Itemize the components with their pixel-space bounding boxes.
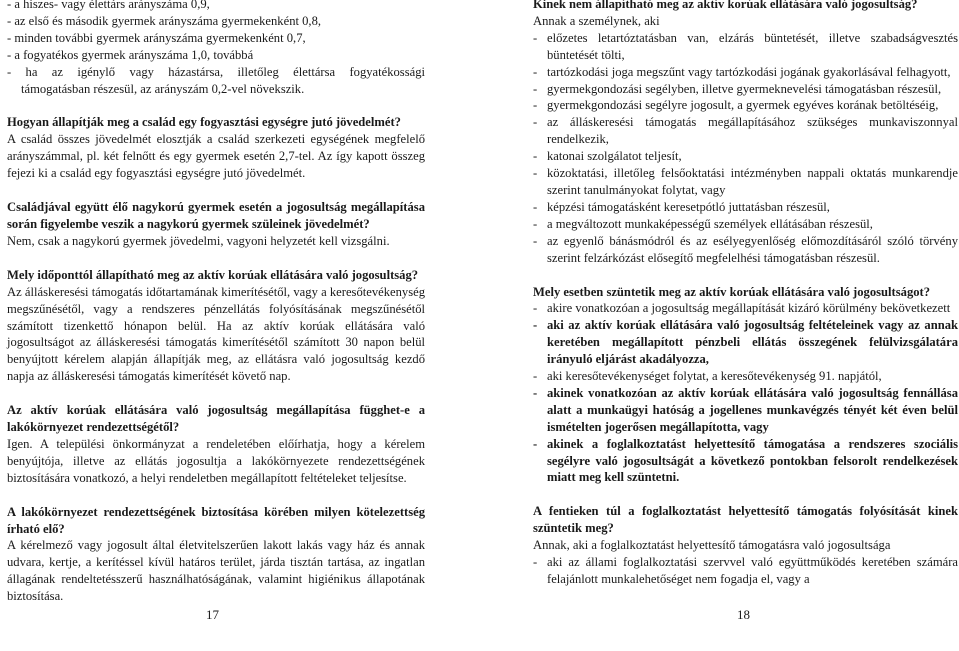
list-item-first-line: a megváltozott munkaképességű személyek ellátásában részesül, [547, 216, 873, 231]
list-item-first-line: akinek a foglalkoztatást helyettesítő támogatása a rendszeres [547, 436, 906, 451]
page-number: 18 [737, 607, 750, 622]
list-dash: - [533, 436, 538, 451]
list-dash: - [533, 216, 538, 231]
answer-text: Igen. A települési önkormányzat a rendeletében előírhatja, hogy a kérelem benyújtója, illetve az ellátás jogosultja a lakókörnyezete rendezettségének biztosítására vonatkozó, a helyi rendeletben megállapított feltételeket teljesítse. [7, 436, 425, 485]
answer-intro: Annak, aki a foglalkoztatást helyettesítő támogatásra való jogosultsága [533, 538, 891, 553]
list-dash: - [533, 115, 538, 130]
list-dash: - [533, 149, 538, 164]
question-title: Hogyan állapítják meg a család egy fogyasztási egységre jutó jövedelmét? [7, 115, 401, 130]
termination-list [533, 300, 958, 486]
list-item-text [547, 30, 958, 64]
list-item-text [547, 165, 958, 199]
list-dash: - [533, 30, 538, 45]
question-title: Családjával együtt élő nagykorú gyermek esetén a jogosultság megállapítása során figyelembe veszik a nagykorú gyermek szüleinek jövedelmét? [7, 200, 425, 231]
list-item-first-line: aki az aktív korúak ellátására való jogosultság feltételeinek vagy az [547, 318, 920, 333]
question-title: Kinek nem állapítható meg az aktív korúak ellátására való jogosultság? [533, 0, 918, 11]
list-item-first-line: képzési támogatásként keresetpótló juttatásban részesül, [547, 199, 830, 214]
list-item-continuation: támogatásban részesül, az arányszám 0,2-vel növekszik. [21, 81, 305, 96]
answer-text: A kérelmező vagy jogosult által életvitelszerűen lakott lakás vagy ház és annak udvara, kertje, a kerítéssel kívül határos terület, járda tisztán tartása, az ingatlan állagának rendeltetésszerű használhatóságának, valamint higiénikus állapotának biztosítása. [7, 538, 425, 604]
list-item-rest: bekövetkezett [880, 301, 951, 316]
right-page [533, 0, 958, 588]
left-page [7, 0, 425, 605]
list-dash: - [533, 555, 538, 570]
list-item [7, 47, 425, 64]
list-item-text [547, 385, 958, 436]
list-item-rest: munkarendje szerint tanulmányokat folytat, vagy [547, 166, 958, 197]
list-item-text: - ha az igénylő vagy házastársa, illetőleg élettársa fogyatékossági [7, 64, 425, 79]
list-item-text [547, 233, 958, 267]
question-title: Mely időponttól állapítható meg az aktív korúak ellátására való jogosultság? [7, 267, 419, 282]
list-item [7, 30, 425, 47]
list-item [533, 317, 958, 368]
question-title: A fentieken túl a foglalkoztatást helyettesítő támogatás folyósítását kinek szüntetik meg? [533, 504, 958, 536]
list-dash: - [533, 385, 538, 400]
list-item-text [547, 436, 958, 487]
list-item-text [547, 148, 958, 165]
list-item [533, 114, 958, 148]
list-item-text [547, 216, 958, 233]
list-item [7, 0, 425, 13]
list-item [533, 385, 958, 436]
condition-list [533, 554, 958, 588]
list-item-first-line: előzetes letartóztatásban van, elzárás büntetését, illetve szabadságvesztés [547, 30, 958, 45]
list-dash: - [533, 64, 538, 79]
list-item-text [547, 81, 958, 98]
list-item-text: - minden további gyermek arányszáma gyermekenként 0,7, [7, 30, 306, 45]
intro-list [7, 0, 425, 97]
list-item-text: - a fogyatékos gyermek arányszáma 1,0, továbbá [7, 47, 254, 62]
list-item-first-line: gyermekgondozási segélyre jogosult, a gyermek egyéves korának [547, 98, 878, 113]
list-item [533, 216, 958, 233]
answer-text: A család összes jövedelmét elosztják a család szerkezeti egységének megfelelő arányszámmal, pl. két felnőtt és egy gyermek esetén 2,7-tel. Az így kapott összeg fejezi ki a család egy fogyasztási egységre jutó jövedelmét. [7, 132, 425, 181]
list-item-first-line: katonai szolgálatot teljesít, [547, 149, 682, 164]
list-item [533, 165, 958, 199]
list-item-first-line: aki keresőtevékenységet folytat, a keresőtevékenység 91. napjától, [547, 369, 882, 384]
list-dash: - [533, 166, 538, 181]
list-dash: - [533, 98, 538, 113]
question-title: Mely esetben szüntetik meg az aktív korúak ellátására való jogosultságot? [533, 284, 931, 299]
list-item [533, 300, 958, 317]
list-dash: - [533, 233, 538, 248]
list-item-rest: szociális segélyre való jogosultságát a következő pontokban felsorolt rendelkezések miatt meg kell szüntetni. [547, 436, 958, 485]
list-item-text [547, 554, 958, 588]
list-item-first-line: közoktatási, illetőleg felsőoktatási intézményben nappali oktatás [547, 166, 887, 181]
list-item-first-line: aki az állami foglalkoztatási szervvel való együttműködés keretében [547, 555, 911, 570]
list-item [7, 13, 425, 30]
answer-intro: Annak a személynek, aki [533, 13, 660, 28]
list-item-rest: törvény szerint felzárkózást elősegítő megfelelhési támogatásban részesül. [547, 233, 958, 265]
answer-text: Az álláskeresési támogatás időtartamának kimerítésétől, vagy a keresőtevékenység megszűnésétől, vagy a rendszeres pénzellátás folyósításának megszűnésétől számított tizenkettő hónapon belül. Ha az aktív korúak ellátására való jogosultságot az álláskeresési támogatás kimerítésétől számított 30 napon belül benyújtott kérelem alapján állapítják meg, az ellátásra való jogosultság kezdő napja az álláskeresési támogatás kimerítését követő nap. [7, 284, 425, 384]
list-item-text [547, 64, 958, 81]
question-title: Az aktív korúak ellátására való jogosultság megállapítása függhet-e a lakókörnyezet rendezettségétől? [7, 403, 425, 435]
list-item-first-line: akinek vonatkozóan az aktív korúak ellátására való jogosultság [547, 385, 899, 400]
list-item [533, 30, 958, 64]
exclusion-list [533, 30, 958, 267]
list-item-first-line: az egyenlő bánásmódról és az esélyegyenlőség előmozdításáról szóló [547, 233, 914, 248]
list-item-text [547, 368, 958, 385]
list-dash: - [533, 301, 538, 316]
question-title: A lakókörnyezet rendezettségének biztosítása körében milyen kötelezettség írható elő? [7, 504, 425, 536]
list-item [533, 81, 958, 98]
list-item [533, 368, 958, 385]
list-dash: - [533, 81, 538, 96]
list-item-first-line: tartózkodási joga megszűnt vagy tartózkodási jogának gyakorlásával [547, 64, 894, 79]
list-item [533, 97, 958, 114]
list-item-text: - az első és második gyermek arányszáma gyermekenként 0,8, [7, 13, 322, 28]
list-item-text [547, 97, 958, 114]
list-item-rest: betöltéséig, [880, 98, 939, 113]
list-item-text [547, 114, 958, 148]
list-item [533, 554, 958, 588]
list-item-first-line: akire vonatkozóan a jogosultság megállapítását kizáró körülmény [547, 301, 878, 316]
page-number: 17 [206, 607, 219, 622]
list-item-rest: fennállása alatt a munkaügyi hatóság a jogellenes munkavégzés tényét két éven belül ismételten jogerősen megállapította, vagy [547, 385, 958, 434]
list-item-rest: annak keretében megállapított pénzbeli ellátás összegének felülvizsgálatára irányuló eljárást akadályozza, [547, 318, 958, 367]
list-dash: - [533, 318, 538, 333]
list-item-text [547, 300, 958, 317]
list-item-rest: számára felajánlott munkalehetőséget nem fogadja el, vagy a [547, 555, 958, 586]
answer-text: Nem, csak a nagykorú gyermek jövedelmi, vagyoni helyzetét kell vizsgálni. [7, 233, 390, 248]
list-item [533, 233, 958, 267]
list-item-rest: büntetését tölti, [547, 47, 625, 62]
list-item-rest: rendelkezik, [547, 132, 609, 147]
list-item-text [547, 199, 958, 216]
list-item-first-line: gyermekgondozási segélyben, illetve gyermeknevelési támogatásban [547, 81, 895, 96]
list-dash: - [533, 199, 538, 214]
list-dash: - [533, 369, 538, 384]
list-item-first-line: az álláskeresési támogatás megállapításához szükséges munkaviszonnyal [547, 115, 958, 130]
list-item [533, 64, 958, 81]
list-item [533, 148, 958, 165]
list-item-rest: felhagyott, [896, 64, 951, 79]
list-item [533, 199, 958, 216]
list-item [533, 436, 958, 487]
list-item-text [547, 317, 958, 368]
list-item-text: - a hiszes- vagy élettárs arányszáma 0,9, [7, 0, 210, 11]
list-item-rest: részesül, [897, 81, 942, 96]
